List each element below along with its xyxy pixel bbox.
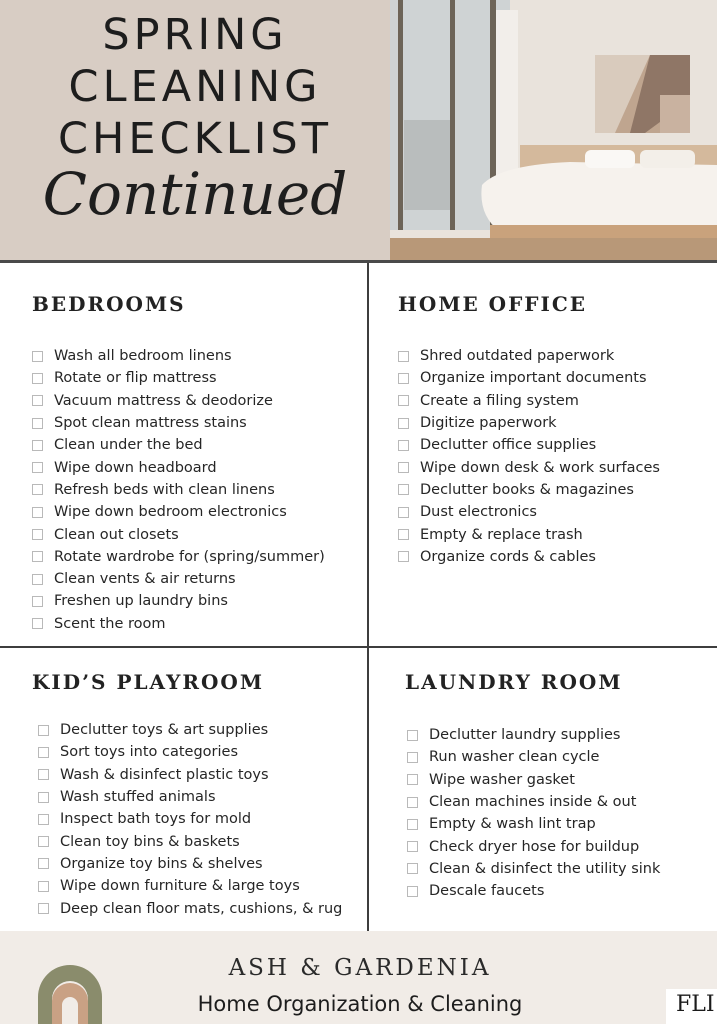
item-label: Descale faucets <box>429 883 545 900</box>
checklist-item[interactable] <box>398 523 660 545</box>
checklist-item[interactable] <box>398 546 660 568</box>
section-title: HOME OFFICE <box>398 292 588 316</box>
checklist-item[interactable] <box>38 808 342 830</box>
section-bedrooms <box>32 292 325 635</box>
checklist-item[interactable] <box>398 367 660 389</box>
header <box>0 0 717 262</box>
checklist-item[interactable] <box>32 546 325 568</box>
checklist-item[interactable] <box>407 769 660 791</box>
checklist-item[interactable] <box>407 813 660 835</box>
checklist <box>398 345 660 568</box>
item-label: Inspect bath toys for mold <box>60 811 252 828</box>
checklist-item[interactable] <box>32 479 325 501</box>
checklist-item[interactable] <box>38 875 342 897</box>
brand-tagline: Home Organization & Cleaning <box>197 992 523 1016</box>
checkbox[interactable] <box>32 440 43 451</box>
brand-name: ASH & GARDENIA <box>228 955 492 981</box>
item-label: Refresh beds with clean linens <box>54 481 275 498</box>
checkbox[interactable] <box>32 462 43 473</box>
checklist-item[interactable] <box>32 345 325 367</box>
checkbox[interactable] <box>32 351 43 362</box>
checkbox[interactable] <box>398 373 409 384</box>
checklist-item[interactable] <box>32 390 325 412</box>
brand-logo-icon <box>30 961 110 1024</box>
checkbox[interactable] <box>407 797 418 808</box>
item-label: Declutter books & magazines <box>420 481 634 498</box>
row-divider <box>0 646 717 648</box>
item-label: Wipe down furniture & large toys <box>60 878 300 895</box>
checkbox[interactable] <box>38 858 49 869</box>
footer <box>0 931 717 1024</box>
title-block <box>0 0 390 262</box>
item-label: Wash all bedroom linens <box>54 348 232 365</box>
title-line-3: CHECKLIST <box>58 114 332 164</box>
item-label: Clean under the bed <box>54 437 203 454</box>
checkbox[interactable] <box>398 351 409 362</box>
section-home-office <box>398 292 660 568</box>
checklist-item[interactable] <box>398 501 660 523</box>
checkbox[interactable] <box>32 507 43 518</box>
checkbox[interactable] <box>407 774 418 785</box>
checklist-item[interactable] <box>398 479 660 501</box>
item-label: Wipe down headboard <box>54 459 217 476</box>
checklist-item[interactable] <box>32 434 325 456</box>
item-label: Organize cords & cables <box>420 548 596 565</box>
checklist-item[interactable] <box>407 880 660 902</box>
checkbox[interactable] <box>32 373 43 384</box>
checkbox[interactable] <box>398 440 409 451</box>
checkbox[interactable] <box>38 725 49 736</box>
item-label: Create a filing system <box>420 392 579 409</box>
title-line-2: CLEANING <box>68 62 322 112</box>
section-kids-playroom <box>32 670 342 920</box>
checkbox[interactable] <box>32 551 43 562</box>
checkbox[interactable] <box>398 551 409 562</box>
item-label: Wash stuffed animals <box>60 789 216 806</box>
checklist-item[interactable] <box>38 741 342 763</box>
item-label: Run washer clean cycle <box>429 749 600 766</box>
item-label: Wipe down bedroom electronics <box>54 504 287 521</box>
section-title: KID’S PLAYROOM <box>32 670 264 694</box>
checkbox[interactable] <box>398 507 409 518</box>
item-label: Organize important documents <box>420 370 647 387</box>
item-label: Digitize paperwork <box>420 415 557 432</box>
checklist-item[interactable] <box>38 830 342 852</box>
checkbox[interactable] <box>407 841 418 852</box>
checklist-item[interactable] <box>32 412 325 434</box>
item-label: Declutter laundry supplies <box>429 727 621 744</box>
section-title: BEDROOMS <box>32 292 186 316</box>
item-label: Rotate or flip mattress <box>54 370 217 387</box>
item-label: Dust electronics <box>420 504 537 521</box>
item-label: Shred outdated paperwork <box>420 348 615 365</box>
checkbox[interactable] <box>398 462 409 473</box>
checkbox[interactable] <box>32 596 43 607</box>
item-label: Clean toy bins & baskets <box>60 833 240 850</box>
checkbox[interactable] <box>398 529 409 540</box>
checkbox[interactable] <box>32 574 43 585</box>
checkbox[interactable] <box>32 395 43 406</box>
checklist-item[interactable] <box>407 724 660 746</box>
header-divider <box>0 260 717 263</box>
checklist-item[interactable] <box>32 613 325 635</box>
checklist-item[interactable] <box>407 791 660 813</box>
checkbox[interactable] <box>407 730 418 741</box>
checkbox[interactable] <box>32 529 43 540</box>
item-label: Clean out closets <box>54 526 179 543</box>
checklist <box>32 345 325 635</box>
item-label: Wash & disinfect plastic toys <box>60 766 269 783</box>
checkbox[interactable] <box>38 792 49 803</box>
checklist-item[interactable] <box>32 367 325 389</box>
checklist-item[interactable] <box>32 501 325 523</box>
section-title: LAUNDRY ROOM <box>405 670 623 694</box>
checklist-item[interactable] <box>398 345 660 367</box>
checkbox[interactable] <box>32 618 43 629</box>
item-label: Clean machines inside & out <box>429 794 637 811</box>
item-label: Vacuum mattress & deodorize <box>54 392 273 409</box>
item-label: Wipe washer gasket <box>429 771 575 788</box>
checkbox[interactable] <box>407 863 418 874</box>
checklist-item[interactable] <box>398 434 660 456</box>
checkbox[interactable] <box>407 752 418 763</box>
checklist-item[interactable] <box>32 456 325 478</box>
item-label: Rotate wardrobe for (spring/summer) <box>54 548 325 565</box>
corner-label: FLI <box>666 989 717 1024</box>
checkbox[interactable] <box>32 418 43 429</box>
title-script: Continued <box>42 160 348 228</box>
item-label: Empty & wash lint trap <box>429 816 596 833</box>
checklist-item[interactable] <box>38 897 342 919</box>
item-label: Clean & disinfect the utility sink <box>429 860 661 877</box>
bedroom-photo <box>390 0 717 262</box>
item-label: Declutter office supplies <box>420 437 597 454</box>
checkbox[interactable] <box>32 484 43 495</box>
item-label: Sort toys into categories <box>60 744 239 761</box>
checklist-item[interactable] <box>32 523 325 545</box>
checkbox[interactable] <box>38 836 49 847</box>
checklist-item[interactable] <box>38 764 342 786</box>
checklist-item[interactable] <box>32 590 325 612</box>
checklist-item[interactable] <box>407 746 660 768</box>
checkbox[interactable] <box>38 881 49 892</box>
checklist <box>38 719 342 920</box>
checklist-item[interactable] <box>398 390 660 412</box>
item-label: Freshen up laundry bins <box>54 593 228 610</box>
checklist-item[interactable] <box>38 786 342 808</box>
checklist-item[interactable] <box>407 835 660 857</box>
checkbox[interactable] <box>398 484 409 495</box>
checkbox[interactable] <box>38 769 49 780</box>
item-label: Scent the room <box>54 615 166 632</box>
checkbox[interactable] <box>407 886 418 897</box>
item-label: Check dryer hose for buildup <box>429 838 640 855</box>
checkbox[interactable] <box>398 418 409 429</box>
checklist-item[interactable] <box>38 719 342 741</box>
checklist-item[interactable] <box>38 853 342 875</box>
item-label: Clean vents & air returns <box>54 571 236 588</box>
item-label: Empty & replace trash <box>420 526 583 543</box>
item-label: Wipe down desk & work surfaces <box>420 459 660 476</box>
checkbox[interactable] <box>398 395 409 406</box>
item-label: Spot clean mattress stains <box>54 415 247 432</box>
checklist-item[interactable] <box>398 412 660 434</box>
checklist-item[interactable] <box>32 568 325 590</box>
section-laundry-room <box>405 670 660 902</box>
item-label: Organize toy bins & shelves <box>60 855 263 872</box>
checklist-item[interactable] <box>407 858 660 880</box>
item-label: Declutter toys & art supplies <box>60 722 269 739</box>
checkbox[interactable] <box>38 903 49 914</box>
column-divider <box>367 263 369 931</box>
checklist <box>407 724 660 902</box>
checkbox[interactable] <box>407 819 418 830</box>
item-label: Deep clean floor mats, cushions, & rug <box>60 900 343 917</box>
checkbox[interactable] <box>38 814 49 825</box>
checkbox[interactable] <box>38 747 49 758</box>
checklist-item[interactable] <box>398 456 660 478</box>
title-line-1: SPRING <box>102 10 288 60</box>
